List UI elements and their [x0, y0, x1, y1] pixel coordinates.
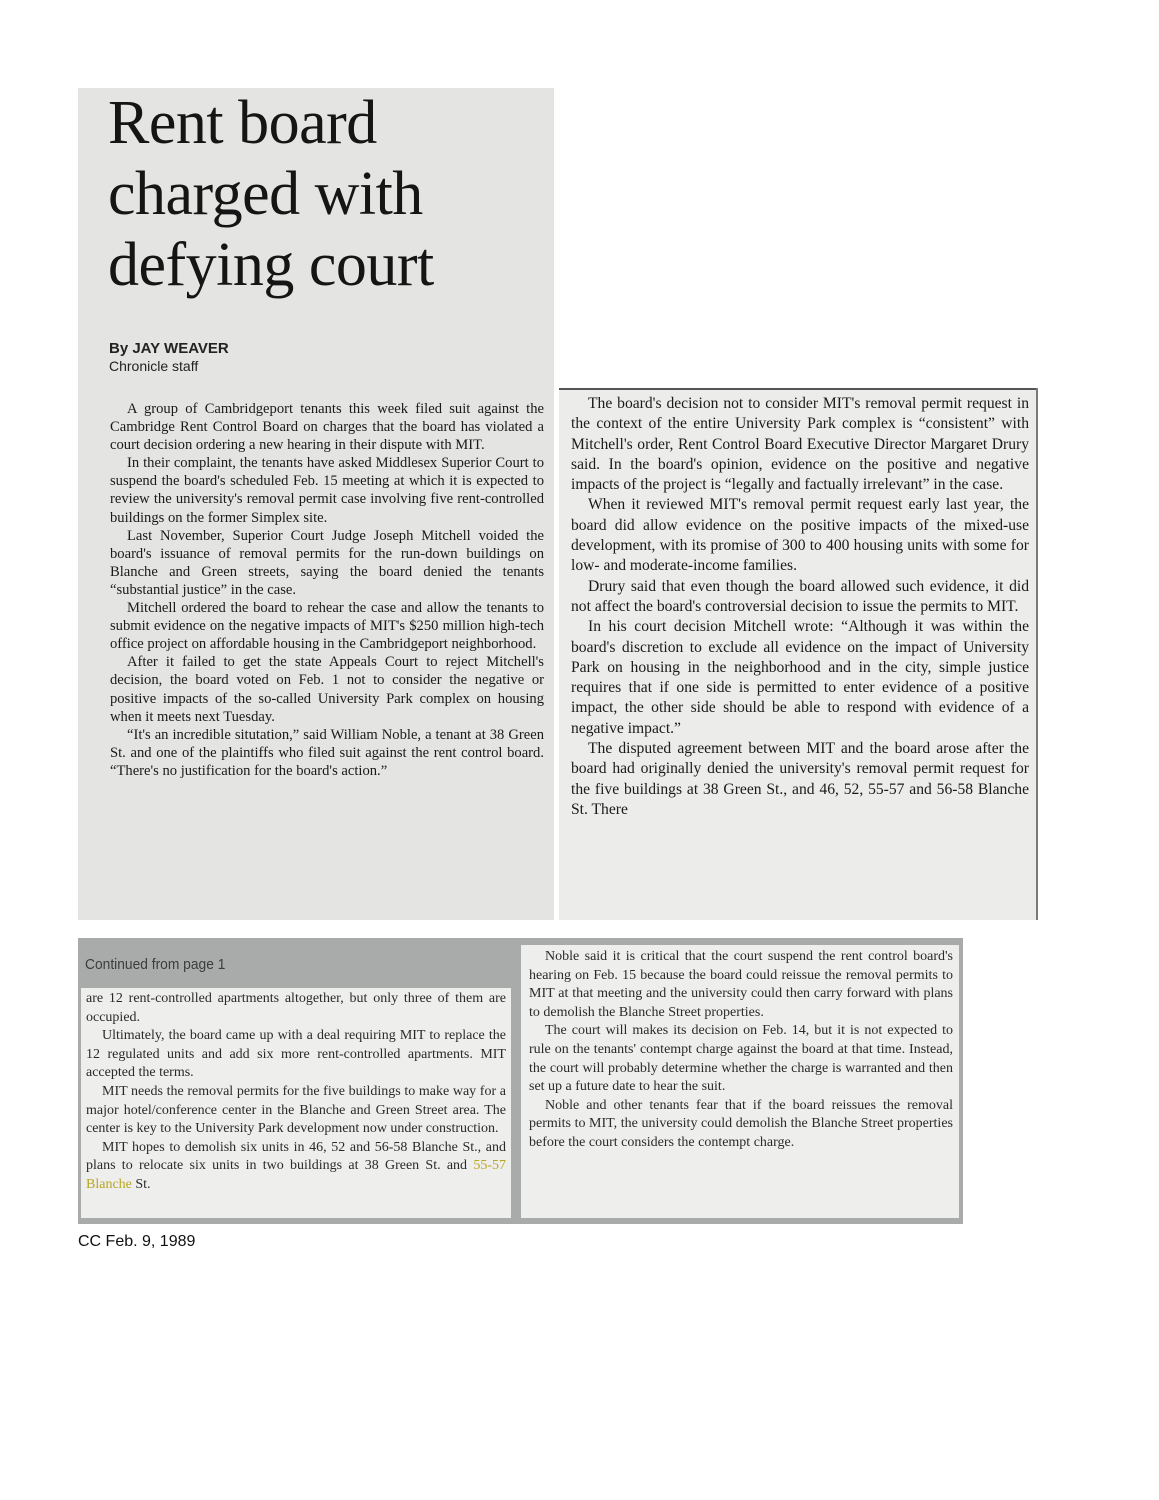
paragraph: A group of Cambridgeport tenants this week filed suit against the Cambridge Rent Control Board on charges that the board has violated a court decision ordering a new hearing in their dispute with MIT. — [110, 401, 544, 454]
headline — [108, 88, 434, 301]
continuation-clipping — [78, 938, 963, 1224]
paragraph: Last November, Superior Court Judge Joseph Mitchell voided the board's issuance of removal permits for the run-down buildings on Blanche and Green streets, saying the board denied the tenants “substantial justice” in the case. — [110, 527, 544, 598]
headline-line-1: Rent board — [108, 89, 377, 157]
text-segment: St. — [131, 1176, 151, 1192]
paragraph: The board's decision not to consider MIT's removal permit request in the context of the entire University Park complex is “consistent” with Mitchell's order, Rent Control Board Executive Director Margaret Drury said. In the board's opinion, evidence on the positive and negative impacts of the project is “legally and factually irrelevant” in the case. — [571, 395, 1029, 494]
article-column-1 — [110, 400, 544, 780]
paragraph: The disputed agreement between MIT and the board arose after the board had originally denied the university's removal permit request for the five buildings at 38 Green St., and 46, 52, 55-57 and 56-58 Blanche St. There — [571, 740, 1029, 818]
continuation-left-box — [81, 988, 511, 1218]
paragraph — [86, 1139, 506, 1195]
highlighted-text: 55-57 Blanche — [86, 1158, 506, 1192]
article-column-2 — [571, 394, 1029, 820]
paragraph: Noble said it is critical that the court suspend the rent control board's hearing on Feb. 15 because the board could reissue the removal permits to MIT at that meeting and the university could then carry forward with plans to demolish the Blanche Street properties. — [529, 949, 953, 1020]
text-segment: MIT hopes to demolish six units in 46, 52 and 56-58 Blanche St., and plans to relocate six units in two buildings at 38 Green St. and — [86, 1139, 506, 1174]
paragraph: When it reviewed MIT's removal permit request early last year, the board did allow evidence on the positive impacts of the mixed-use development, with its promise of 300 to 400 housing units with some for low- and moderate-income families. — [571, 496, 1029, 575]
paragraph: “It's an incredible situtation,” said William Noble, a tenant at 38 Green St. and one of the plaintiffs who filed suit against the rent control board. “There's no justification for the board's action.” — [110, 726, 544, 779]
paragraph: Mitchell ordered the board to rehear the case and allow the tenants to submit evidence on the negative impacts of MIT's $250 million high-tech office project on affordable housing in the Cambridgeport neighborhood. — [110, 600, 544, 653]
continued-label: Continued from page 1 — [85, 956, 226, 973]
paragraph: In his court decision Mitchell wrote: “Although it was within the board's discretion to exclude all evidence on the impact of University Park on housing in the neighborhood and in the city, simple justice requires that if one side is permitted to enter evidence of a positive impact, the other side should be able to respond with evidence of a negative impact.” — [571, 618, 1029, 737]
paragraph: After it failed to get the state Appeals Court to reject Mitchell's decision, the board voted on Feb. 1 not to consider the negative or positive impacts of the so-called University Park complex on housing when it meets next Tuesday. — [110, 654, 544, 725]
continuation-right-box — [521, 945, 959, 1218]
headline-line-3: defying court — [108, 231, 434, 299]
paragraph: Drury said that even though the board allowed such evidence, it did not affect the board's controversial decision to issue the permits to MIT. — [571, 577, 1029, 615]
paragraph: In their complaint, the tenants have asked Middlesex Superior Court to suspend the board's scheduled Feb. 15 meeting at which it is expected to review the university's removal permit case involving five rent-controlled buildings on the former Simplex site. — [110, 455, 544, 526]
torn-edge — [559, 388, 1036, 393]
paragraph: Noble and other tenants fear that if the board reissues the removal permits to MIT, the university could demolish the Blanche Street properties before the court considers the contempt charge. — [529, 1097, 953, 1150]
paragraph: Ultimately, the board came up with a deal requiring MIT to replace the 12 regulated units and add six more rent-controlled apartments. MIT accepted the terms. — [86, 1028, 506, 1081]
byline: By JAY WEAVER — [109, 340, 229, 357]
byline-staff: Chronicle staff — [109, 358, 199, 374]
headline-line-2: charged with — [108, 160, 423, 228]
continuation-column-right — [529, 948, 953, 1153]
article-clipping-main — [78, 88, 554, 920]
article-clipping-column-2 — [559, 388, 1038, 920]
continuation-column-left — [86, 990, 506, 1195]
paragraph: are 12 rent-controlled apartments altogether, but only three of them are occupied. — [86, 991, 506, 1025]
paragraph: MIT needs the removal permits for the five buildings to make way for a major hotel/conference center in the Blanche and Green Street area. The center is key to the University Park development now under construction. — [86, 1083, 506, 1137]
date-caption: CC Feb. 9, 1989 — [78, 1233, 196, 1250]
paragraph: The court will makes its decision on Feb. 14, but it is not expected to rule on the tenants' contempt charge against the board at that time. Instead, the court will probably determine whether the charge is warranted and then set up a future date to hear the suit. — [529, 1023, 953, 1095]
